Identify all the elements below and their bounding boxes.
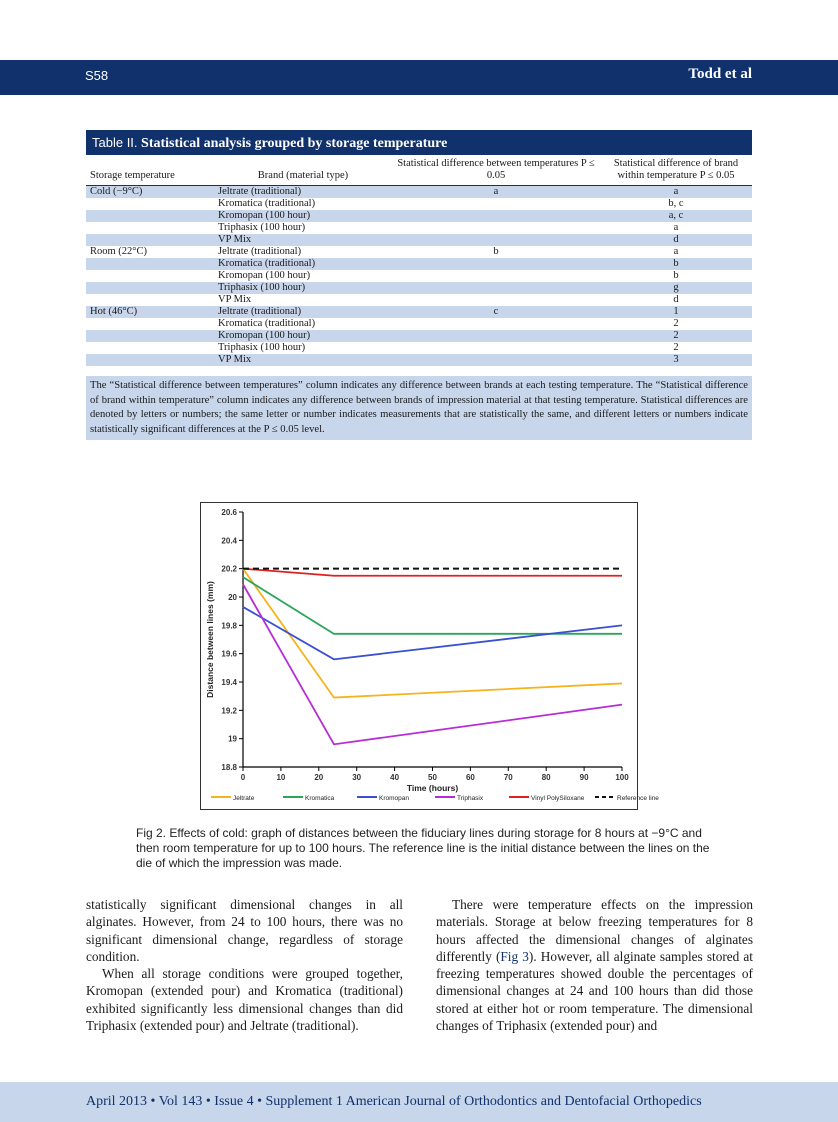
y-tick-label: 20.4 [221, 536, 237, 546]
between-cell [392, 342, 600, 354]
brand-cell: Jeltrate (traditional) [214, 186, 392, 199]
storage-cell [86, 294, 214, 306]
storage-cell [86, 234, 214, 246]
between-cell [392, 222, 600, 234]
column-header: Brand (material type) [214, 155, 392, 186]
y-axis-title: Distance between lines (mm) [205, 581, 215, 698]
brand-cell: Kromatica (traditional) [214, 258, 392, 270]
within-cell: b, c [668, 198, 684, 209]
x-tick-label: 10 [276, 773, 286, 782]
storage-cell [86, 330, 214, 342]
x-tick-label: 20 [314, 773, 324, 782]
legend-label: Triphasix [457, 795, 484, 802]
between-cell [392, 210, 600, 222]
table-row [86, 354, 752, 366]
table-row [86, 318, 752, 330]
storage-cell [86, 258, 214, 270]
running-title: Todd et al [688, 66, 752, 82]
table-row [86, 222, 752, 234]
between-cell [392, 294, 600, 306]
storage-cell [86, 222, 214, 234]
series-line-triphasix [243, 584, 622, 744]
table-row [86, 270, 752, 282]
legend-label: Kromatica [305, 795, 335, 802]
between-cell [392, 282, 600, 294]
table-row [86, 198, 752, 210]
table-footnote: The “Statistical difference between temperatures” column indicates any difference between brands at each testing temperature. The “Statistical difference of brand within temperature” column indicates any difference between brands of impression material at that testing temperature. Statistical differences are denoted by letters or numbers; the same letter or number indicates measurements that are statistically the same, and different letters or numbers indicate statistically significant differences at the P ≤ 0.05 level. [86, 376, 752, 440]
table-row [86, 330, 752, 342]
storage-cell: Hot (46°C) [86, 306, 214, 318]
between-cell: a [392, 186, 600, 199]
brand-cell: VP Mix [214, 354, 392, 366]
x-axis-title: Time (hours) [406, 783, 459, 793]
storage-cell [86, 318, 214, 330]
between-cell: b [493, 246, 499, 257]
y-tick-label: 20 [228, 593, 237, 602]
brand-cell: Triphasix (100 hour) [218, 222, 306, 233]
within-cell: a [673, 222, 679, 233]
series-line-kromatica [243, 577, 622, 634]
storage-cell: Cold (−9°C) [86, 186, 214, 199]
x-tick-label: 80 [541, 773, 551, 782]
footer [0, 1082, 838, 1122]
storage-cell [86, 210, 214, 222]
brand-cell: Kromopan (100 hour) [218, 270, 311, 281]
storage-cell [86, 354, 214, 366]
table-row [86, 342, 752, 354]
y-tick-label: 19.6 [221, 649, 237, 659]
storage-cell [86, 342, 214, 354]
paragraph-text: ). However, all alginate samples stored at freezing temperatures showed double the percentages of dimensional changes at 24 and 100 hours than did those stored at either hot or room temperature. The dimensional changes of Triphasix (extended pour) and [436, 948, 754, 1034]
x-tick-label: 60 [465, 773, 475, 782]
figure-chart [200, 502, 659, 810]
within-cell: b [600, 258, 752, 270]
within-cell: 1 [600, 306, 752, 318]
between-cell: c [392, 306, 600, 318]
legend-label: Reference line [617, 795, 659, 802]
x-tick-label: 100 [615, 773, 629, 782]
paragraph: statistically significant dimensional changes in all alginates. However, from 24 to 100 hours, there was no significant dimensional change, regardless of storage condition. [86, 897, 403, 964]
column-header: Storage temperature [86, 155, 214, 186]
column-header: Statistical difference of brand within temperature P ≤ 0.05 [600, 155, 752, 186]
body-column-right [436, 896, 753, 1034]
between-cell [392, 330, 600, 342]
legend-label: Jeltrate [233, 795, 255, 802]
table-row [86, 210, 752, 222]
within-cell: b [673, 270, 679, 281]
page-number: S58 [85, 68, 109, 83]
y-tick-label: 19.2 [221, 706, 237, 716]
within-cell: a, c [600, 210, 752, 222]
within-cell: d [673, 294, 679, 305]
brand-cell: Kromatica (traditional) [218, 198, 316, 209]
legend-label: Kromopan [379, 795, 409, 802]
table-label: Table II. [92, 135, 138, 150]
within-cell: 2 [673, 342, 679, 353]
brand-cell: Jeltrate (traditional) [218, 246, 302, 257]
table-header-row [86, 155, 752, 186]
storage-cell [86, 198, 214, 210]
table-title-bar [86, 130, 752, 155]
within-cell: g [600, 282, 752, 294]
y-tick-label: 19.8 [221, 621, 237, 631]
storage-cell: Room (22°C) [90, 246, 147, 257]
table-row [86, 258, 752, 270]
running-header [0, 60, 838, 95]
brand-cell: Jeltrate (traditional) [214, 306, 392, 318]
brand-cell: VP Mix [218, 294, 252, 305]
table-row [86, 186, 752, 199]
legend-label: Vinyl PolySiloxane [531, 795, 585, 802]
between-cell [392, 354, 600, 366]
x-tick-label: 0 [240, 773, 246, 782]
x-tick-label: 30 [352, 773, 362, 782]
between-cell [392, 198, 600, 210]
x-tick-label: 70 [503, 773, 513, 782]
brand-cell: Kromatica (traditional) [218, 318, 316, 329]
y-tick-label: 20.6 [221, 508, 237, 517]
table-row [86, 306, 752, 318]
brand-cell: Triphasix (100 hour) [214, 282, 392, 294]
y-tick-label: 20.2 [221, 564, 237, 574]
series-line-vinyl-polysiloxane [243, 569, 622, 576]
within-cell: d [600, 234, 752, 246]
column-header: Statistical difference between temperatures P ≤ 0.05 [392, 155, 600, 186]
between-cell [392, 318, 600, 330]
y-tick-label: 19.4 [221, 678, 237, 687]
within-cell: 3 [600, 354, 752, 366]
x-tick-label: 90 [579, 773, 589, 782]
journal-citation: April 2013 • Vol 143 • Issue 4 • Supplement 1 American Journal of Orthodontics and Dentofacial Orthopedics [86, 1094, 702, 1109]
table-title: Statistical analysis grouped by storage temperature [141, 136, 448, 151]
table-row [86, 246, 752, 258]
within-cell: 2 [673, 318, 679, 329]
y-tick-label: 19 [228, 734, 237, 744]
between-cell [392, 270, 600, 282]
brand-cell: Kromopan (100 hour) [214, 210, 392, 222]
storage-cell [86, 270, 214, 282]
brand-cell: VP Mix [214, 234, 392, 246]
between-cell [392, 234, 600, 246]
figure-link[interactable]: Fig 3 [500, 948, 529, 964]
table-row [86, 294, 752, 306]
brand-cell: Triphasix (100 hour) [218, 342, 306, 353]
within-cell: a [673, 246, 679, 257]
line-chart [201, 503, 659, 809]
brand-cell: Kromopan (100 hour) [214, 330, 392, 342]
x-tick-label: 50 [428, 773, 437, 782]
statistics-table [86, 155, 752, 366]
paragraph [436, 896, 753, 1034]
storage-cell [86, 282, 214, 294]
between-cell [392, 258, 600, 270]
table-body [86, 186, 752, 367]
paragraph: When all storage conditions were grouped together, Kromopan (extended pour) and Kromatica (traditional) exhibited significantly less dimensional changes than did Triphasix (extended pour) and Jeltrate (traditional). [86, 966, 403, 1034]
within-cell: a [600, 186, 752, 199]
table-row [86, 282, 752, 294]
paragraph-text: There were temperature effects on the impression materials. Storage at below freezing temperatures for 8 hours affected the dimensional changes of alginates differently ( [436, 897, 753, 964]
y-tick-label: 18.8 [221, 763, 237, 772]
figure-caption: Fig 2. Effects of cold: graph of distances between the fiduciary lines during storage for 8 hours at −9°C and then room temperature for up to 100 hours. The reference line is the initial distance between the lines on the die of which the impression was made. [136, 826, 710, 870]
table-row [86, 234, 752, 246]
body-column-left [86, 896, 403, 1034]
within-cell: 2 [600, 330, 752, 342]
statistics-table-block [86, 130, 752, 440]
x-tick-label: 40 [390, 773, 400, 782]
